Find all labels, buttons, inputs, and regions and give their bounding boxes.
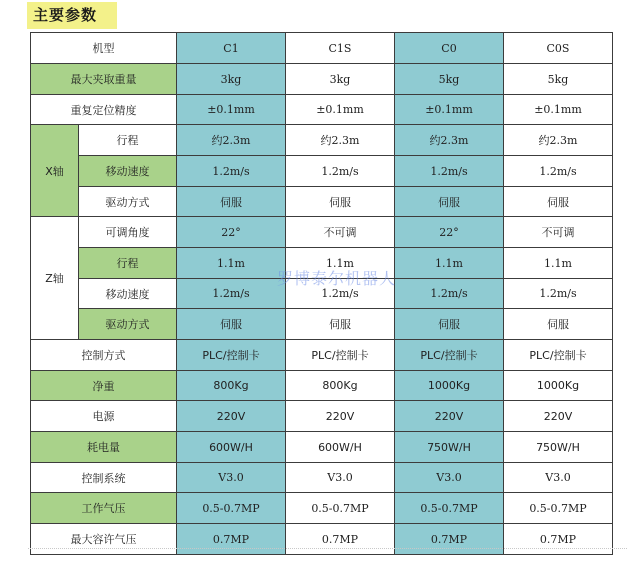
table-row xyxy=(31,524,613,555)
row-label: 控制方式 xyxy=(31,340,177,371)
table-row xyxy=(31,187,613,217)
header-cell-c1s: C1S xyxy=(286,33,395,64)
table-cell: 800Kg xyxy=(177,371,286,401)
table-cell: 伺服 xyxy=(177,187,286,217)
table-cell: 伺服 xyxy=(177,309,286,340)
spec-table xyxy=(30,32,613,555)
table-row xyxy=(31,493,613,524)
table-cell: 1.1m xyxy=(395,248,504,279)
header-cell-c1: C1 xyxy=(177,33,286,64)
table-row xyxy=(31,309,613,340)
table-row xyxy=(31,463,613,493)
header-cell-c0s: C0S xyxy=(504,33,613,64)
row-label: 耗电量 xyxy=(31,432,177,463)
table-cell: 22° xyxy=(177,217,286,248)
table-cell: 不可调 xyxy=(286,217,395,248)
table-cell: ±0.1mm xyxy=(395,95,504,125)
watermark-text: 罗博泰尔机器人 xyxy=(277,269,397,288)
row-label: 净重 xyxy=(31,371,177,401)
table-cell: 3kg xyxy=(177,64,286,95)
table-cell: PLC/控制卡 xyxy=(395,340,504,371)
table-cell: 0.7MP xyxy=(504,524,613,555)
table-cell: PLC/控制卡 xyxy=(504,340,613,371)
group-label-z-axis: Z轴 xyxy=(31,217,79,340)
row-label: 可调角度 xyxy=(79,217,177,248)
table-cell: 1.2m/s xyxy=(177,279,286,309)
table-cell: 不可调 xyxy=(504,217,613,248)
row-label: 行程 xyxy=(79,125,177,156)
table-row xyxy=(31,371,613,401)
table-row xyxy=(31,432,613,463)
row-label: 控制系统 xyxy=(31,463,177,493)
row-label: 移动速度 xyxy=(79,156,177,187)
table-cell: 约2.3m xyxy=(286,125,395,156)
table-cell: 1.2m/s xyxy=(395,156,504,187)
row-label: 最大容许气压 xyxy=(31,524,177,555)
table-cell: 1.1m xyxy=(504,248,613,279)
table-row xyxy=(31,95,613,125)
table-cell: V3.0 xyxy=(395,463,504,493)
table-cell: 0.5-0.7MP xyxy=(177,493,286,524)
table-cell: 约2.3m xyxy=(395,125,504,156)
table-cell: 0.7MP xyxy=(286,524,395,555)
table-cell: V3.0 xyxy=(177,463,286,493)
table-cell: 220V xyxy=(395,401,504,432)
table-cell: 220V xyxy=(504,401,613,432)
table-cell: 22° xyxy=(395,217,504,248)
section-title: 主要参数 xyxy=(27,2,117,29)
table-cell: 1.2m/s xyxy=(504,279,613,309)
table-cell: 伺服 xyxy=(395,309,504,340)
table-cell: 伺服 xyxy=(286,187,395,217)
table-cell: 1000Kg xyxy=(395,371,504,401)
table-cell: 750W/H xyxy=(504,432,613,463)
table-cell: 1.2m/s xyxy=(286,156,395,187)
table-cell: ±0.1mm xyxy=(177,95,286,125)
table-cell: 1.2m/s xyxy=(395,279,504,309)
table-cell: 1.1m xyxy=(286,248,395,279)
table-cell: 1.2m/s xyxy=(286,279,395,309)
table-cell: 220V xyxy=(177,401,286,432)
table-cell: 600W/H xyxy=(286,432,395,463)
table-cell: 5kg xyxy=(395,64,504,95)
table-cell: 1000Kg xyxy=(504,371,613,401)
table-cell: 800Kg xyxy=(286,371,395,401)
table-cell: 约2.3m xyxy=(504,125,613,156)
row-label: 移动速度 xyxy=(79,279,177,309)
table-cell: PLC/控制卡 xyxy=(177,340,286,371)
row-label: 驱动方式 xyxy=(79,187,177,217)
table-row xyxy=(31,401,613,432)
table-cell: 伺服 xyxy=(286,309,395,340)
header-cell-c0: C0 xyxy=(395,33,504,64)
table-cell: 0.5-0.7MP xyxy=(395,493,504,524)
row-label: 行程 xyxy=(79,248,177,279)
table-header-row xyxy=(31,33,613,64)
table-cell: ±0.1mm xyxy=(286,95,395,125)
table-cell: 220V xyxy=(286,401,395,432)
table-row xyxy=(31,156,613,187)
table-cell: 伺服 xyxy=(395,187,504,217)
table-row xyxy=(31,64,613,95)
table-cell: 1.2m/s xyxy=(177,156,286,187)
table-cell: 伺服 xyxy=(504,187,613,217)
table-cell: 3kg xyxy=(286,64,395,95)
group-label-x-axis: X轴 xyxy=(31,125,79,217)
table-cell: 0.5-0.7MP xyxy=(286,493,395,524)
row-label: 最大夹取重量 xyxy=(31,64,177,95)
table-row xyxy=(31,340,613,371)
table-cell: 0.5-0.7MP xyxy=(504,493,613,524)
row-label: 电源 xyxy=(31,401,177,432)
header-cell-model: 机型 xyxy=(31,33,177,64)
table-cell: PLC/控制卡 xyxy=(286,340,395,371)
table-row xyxy=(31,125,613,156)
footer-divider xyxy=(28,548,627,549)
row-label: 驱动方式 xyxy=(79,309,177,340)
table-cell: V3.0 xyxy=(286,463,395,493)
table-cell: 约2.3m xyxy=(177,125,286,156)
table-cell: ±0.1mm xyxy=(504,95,613,125)
table-cell: 750W/H xyxy=(395,432,504,463)
table-cell: 伺服 xyxy=(504,309,613,340)
table-cell: 0.7MP xyxy=(395,524,504,555)
table-cell: 0.7MP xyxy=(177,524,286,555)
table-cell: V3.0 xyxy=(504,463,613,493)
table-cell: 1.1m xyxy=(177,248,286,279)
table-cell: 1.2m/s xyxy=(504,156,613,187)
table-cell: 5kg xyxy=(504,64,613,95)
row-label: 工作气压 xyxy=(31,493,177,524)
row-label: 重复定位精度 xyxy=(31,95,177,125)
table-row xyxy=(31,217,613,248)
table-cell: 600W/H xyxy=(177,432,286,463)
